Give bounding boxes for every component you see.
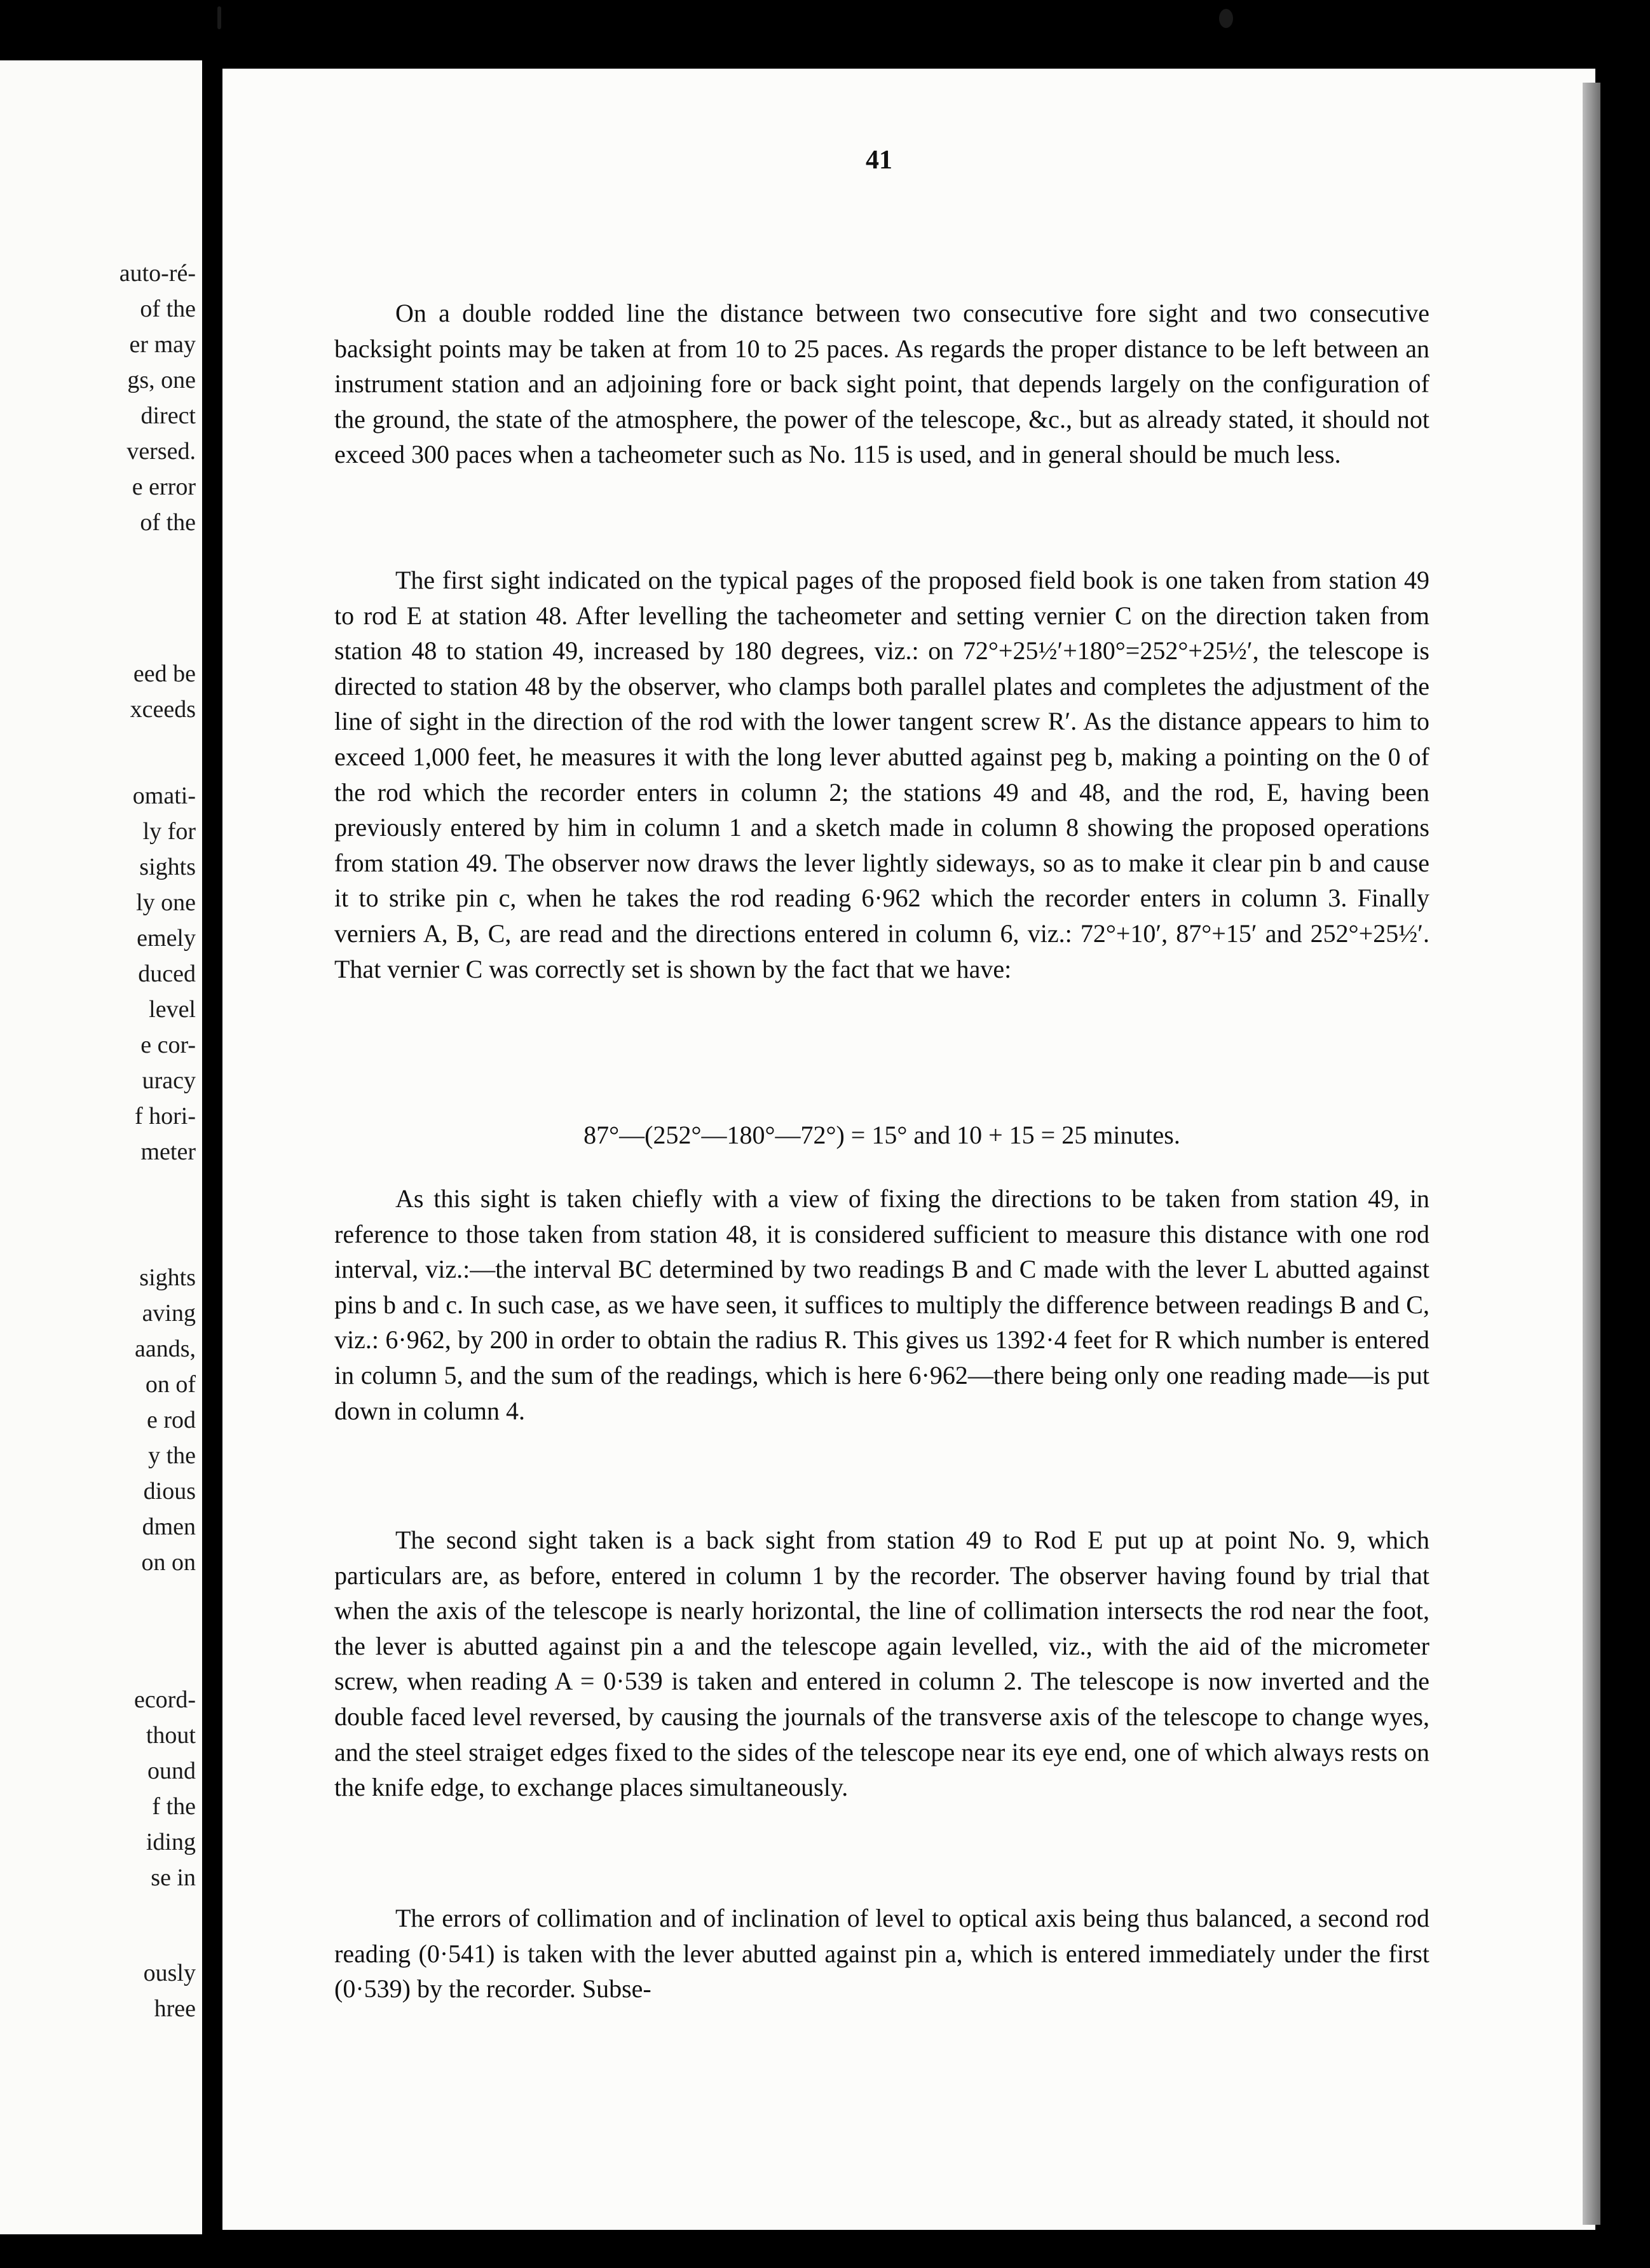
- left-margin-line: gs, one: [127, 367, 196, 393]
- paragraph-text: As this sight is taken chiefly with a view of fixing the directions to be taken from station 49, in reference to those taken from station 48, it is considered sufficient to measure this distance with one rod interval, viz.:—the interval BC determined by two readings B and C made with the lever L abutted against pins b and c. In such case, as we have seen, it suffices to multiply the difference between readings B and C, viz.: 6·962, by 200 in order to obtain the radius R. This gives us 1392·4 feet for R which number is entered in column 5, and the sum of the readings, which is here 6·962—there being only one reading made—is put down in column 4.: [334, 1184, 1429, 1425]
- left-margin-line: duced: [138, 960, 196, 987]
- left-margin-line: ously: [143, 1960, 196, 1986]
- left-margin-line: e cor-: [140, 1032, 196, 1058]
- left-margin-line: of the: [140, 296, 196, 322]
- paragraph-5: [334, 1901, 1429, 2007]
- left-margin-line: sights: [139, 1264, 196, 1291]
- equation: 87°—(252°—180°—72°) = 15° and 10 + 15 = 25 minutes.: [583, 1121, 1180, 1149]
- left-margin-line: thout: [146, 1722, 196, 1749]
- left-margin-line: dious: [143, 1478, 196, 1505]
- left-margin-line: aands,: [134, 1336, 196, 1362]
- paragraph-3: [334, 1181, 1429, 1428]
- left-margin-line: f the: [152, 1793, 196, 1820]
- left-margin-line: on on: [141, 1549, 196, 1576]
- paragraph-text: The first sight indicated on the typical pages of the proposed field book is one taken from station 49 to rod E at station 48. After levelling the tacheometer and setting vernier C on the direction taken from station 48 to station 49, increased by 180 degrees, viz.: on 72°+25½′+180°=252°+25½′, the telescope is directed to station 48 by the observer, who clamps both parallel plates and completes the adjustment of the line of sight in the direction of the rod with the lower tangent screw R′. As the distance appears to him to exceed 1,000 feet, he measures it with the long lever abutted against peg b, making a pointing on the 0 of the rod which the recorder enters in column 2; the stations 49 and 48, and the rod, E, having been previously entered by him in column 1 and a sketch made in column 8 showing the proposed operations from station 49. The observer now draws the lever lightly sideways, so as to make it clear pin b and cause it to strike pin c, when he takes the rod reading 6·962 which the recorder enters in column 3. Finally verniers A, B, C, are read and the directions entered in column 6, viz.: 72°+10′, 87°+15′ and 252°+25½′. That vernier C was correctly set is shown by the fact that we have:: [334, 566, 1429, 983]
- left-margin-line: level: [149, 996, 196, 1023]
- left-page-fragment: [0, 60, 202, 2234]
- left-margin-line: xceeds: [130, 696, 196, 723]
- scan-speck: [1219, 9, 1233, 28]
- left-margin-line: versed.: [126, 438, 196, 465]
- left-margin-line: e error: [132, 474, 196, 500]
- left-margin-line: omati-: [132, 782, 196, 809]
- left-margin-line: e rod: [146, 1407, 196, 1433]
- left-margin-line: se in: [151, 1864, 196, 1891]
- page-edge-shadow: [1583, 83, 1600, 2225]
- left-margin-line: aving: [142, 1300, 196, 1327]
- paragraph-4: [334, 1522, 1429, 1805]
- paragraph-text: On a double rodded line the distance between two consecutive fore sight and two consecutive backsight points may be taken at from 10 to 25 paces. As regards the proper distance to be left between an instrument station and an adjoining fore or back sight point, that depends largely on the configuration of the ground, the state of the atmosphere, the power of the telescope, &c., but as already stated, it should not exceed 300 paces when a tacheometer such as No. 115 is used, and in general should be much less.: [334, 299, 1429, 469]
- left-margin-line: on of: [145, 1371, 196, 1398]
- left-margin-line: ly one: [136, 889, 196, 916]
- left-margin-line: hree: [154, 1995, 196, 2022]
- left-margin-line: eed be: [133, 660, 196, 687]
- paragraph-2: [334, 563, 1429, 987]
- scan-speck: [217, 6, 221, 29]
- paragraph-1: [334, 296, 1429, 472]
- left-margin-line: ecord-: [133, 1686, 196, 1713]
- page-number: 41: [866, 146, 892, 175]
- paragraph-text: The second sight taken is a back sight from station 49 to Rod E put up at point No. 9, which particulars are, as before, entered in column 1 by the recorder. The observer having found by trial that when the axis of the telescope is nearly horizontal, the line of collimation intersects the rod near the foot, the lever is abutted against pin a and the telescope again levelled, viz., with the aid of the micrometer screw, when reading A = 0·539 is taken and entered in column 2. The telescope is now inverted and the double faced level reversed, by causing the journals of the transverse axis of the telescope to change wyes, and the steel straiget edges fixed to the sides of the telescope near its eye end, one of which always rests on the knife edge, to exchange places simultaneously.: [334, 1526, 1429, 1802]
- left-margin-line: of the: [140, 509, 196, 536]
- left-margin-line: dmen: [142, 1513, 196, 1540]
- left-margin-line: iding: [146, 1829, 196, 1855]
- left-margin-line: meter: [140, 1138, 196, 1165]
- left-margin-line: emely: [137, 925, 196, 952]
- left-margin-line: auto-ré-: [119, 260, 196, 287]
- left-margin-line: direct: [140, 402, 196, 429]
- left-margin-line: uracy: [142, 1067, 196, 1094]
- left-margin-line: er may: [129, 331, 196, 358]
- left-margin-line: ly for: [142, 818, 196, 845]
- left-margin-line: ound: [147, 1758, 196, 1784]
- paragraph-text: The errors of collimation and of inclination of level to optical axis being thus balanced, a second rod reading (0·541) is taken with the lever abutted against pin a, which is entered immediately under the first (0·539) by the recorder. Subse-: [334, 1904, 1429, 2004]
- left-margin-line: sights: [139, 854, 196, 880]
- left-margin-line: y the: [148, 1442, 196, 1469]
- left-margin-line: f hori-: [134, 1103, 196, 1130]
